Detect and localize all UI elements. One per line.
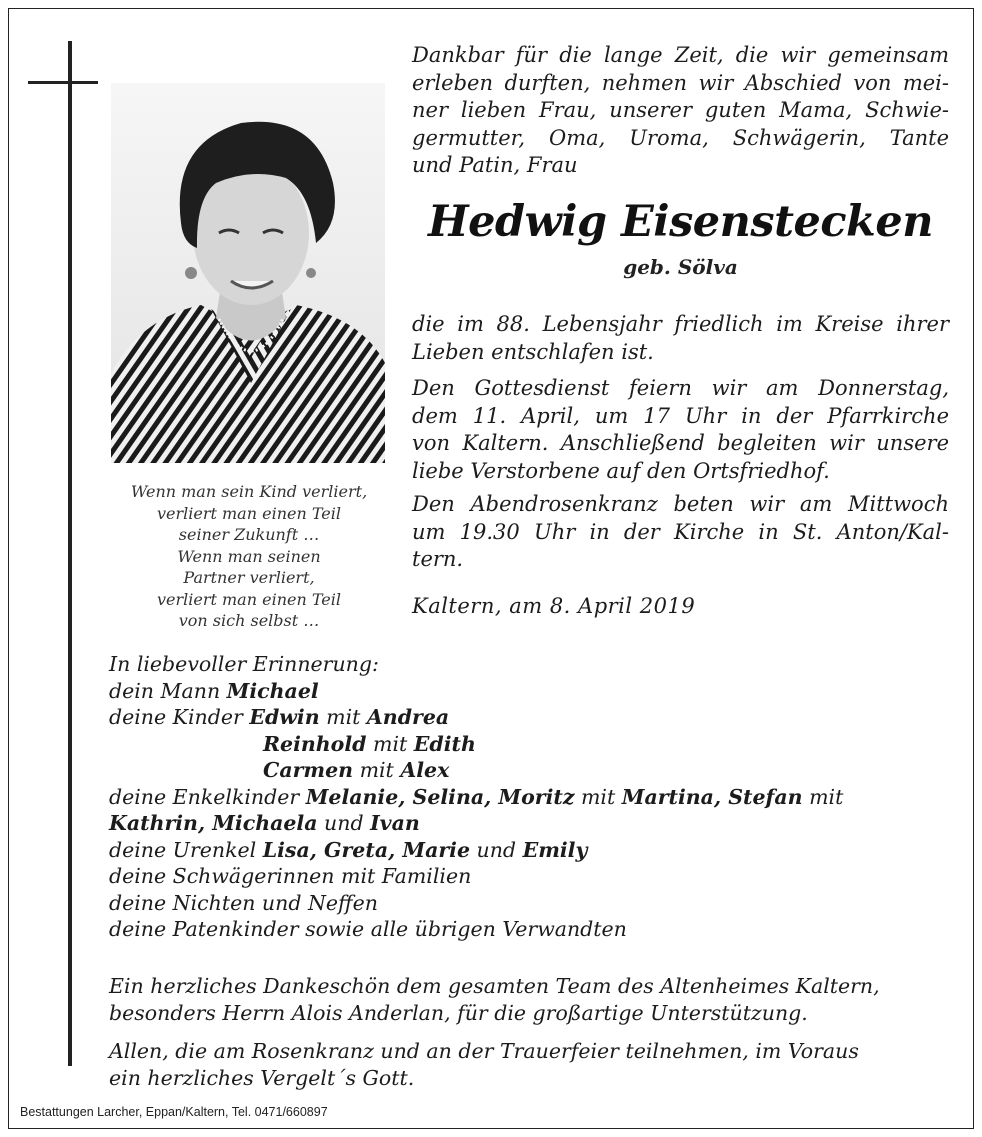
memory-line-nieces-nephews: deine Nichten und Neffen (109, 890, 378, 915)
intro-line: Dankbar für die lange Zeit, die wir gemeinsam (412, 43, 949, 67)
place-date: Kaltern, am 8. April 2019 (412, 594, 696, 618)
memory-line-children: deine Kinder Edwin mit Andrea (109, 705, 450, 729)
intro-line: ner lieben Frau, unserer guten Mama, Schwie- (412, 98, 949, 122)
paragraph-line: um 19.30 Uhr in der Kirche in St. Anton/Kal- (412, 519, 949, 544)
memory-line-sisters-in-law: deine Schwägerinnen mit Familien (109, 864, 472, 888)
paragraph-rosary (412, 491, 949, 574)
intro-line: erleben durften, nehmen wir Abschied von mei- (412, 70, 949, 95)
paragraph-line: tern. (412, 547, 464, 571)
thanks-line: besonders Herrn Alois Anderlan, für die großartige Unterstützung. (109, 1000, 808, 1025)
paragraph-line: liebe Verstorbene auf den Ortsfriedhof. (412, 458, 830, 483)
thanks-line: Allen, die am Rosenkranz und an der Trauerfeier teilnehmen, im Voraus (109, 1039, 859, 1063)
memory-line-grandchildren-cont: Kathrin, Michaela und Ivan (109, 811, 420, 835)
paragraph-service (412, 375, 949, 485)
memory-list (109, 651, 969, 943)
poem-line: Partner verliert, (183, 568, 315, 587)
memory-line-child: Reinhold mit Edith (263, 731, 476, 756)
intro-line: und Patin, Frau (412, 153, 578, 177)
deceased-name: Hedwig Eisenstecken (428, 197, 933, 247)
cross-icon (68, 41, 72, 1066)
memory-line-grandchildren: deine Enkelkinder Melanie, Selina, Moritz mit Martina, Stefan mit (109, 784, 844, 809)
paragraph-line: Den Gottesdienst feiern wir am Donnerstag, (412, 376, 949, 400)
maiden-name: geb. Sölva (623, 255, 738, 279)
thanks-line: Ein herzliches Dankeschön dem gesamten Team des Altenheimes Kaltern, (109, 974, 880, 998)
poem-line: Wenn man sein Kind verliert, (130, 482, 368, 501)
cross-icon-bar (28, 81, 98, 84)
memory-heading: In liebevoller Erinnerung: (109, 652, 379, 676)
portrait-photo (111, 83, 385, 463)
paragraph-line: die im 88. Lebensjahr friedlich im Kreise ihrer (412, 312, 949, 336)
paragraph-line: von Kaltern. Anschließend begleiten wir unsere (412, 431, 949, 455)
poem-line: verliert man einen Teil (156, 589, 341, 609)
intro-line: germutter, Oma, Uroma, Schwägerin, Tante (412, 125, 949, 150)
poem-line: Wenn man seinen (177, 546, 321, 566)
obituary-frame (8, 8, 974, 1129)
paragraph-line: Den Abendrosenkranz beten wir am Mittwoch (412, 492, 949, 516)
thanks-text (109, 973, 954, 1091)
poem-line: verliert man einen Teil (156, 503, 341, 523)
memory-line-child: Carmen mit Alex (263, 758, 450, 782)
funeral-home-footer: Bestattungen Larcher, Eppan/Kaltern, Tel. 0471/660897 (20, 1105, 328, 1119)
thanks-line: ein herzliches Vergelt´s Gott. (109, 1065, 415, 1090)
poem (109, 481, 389, 632)
intro-text (412, 42, 949, 180)
poem-line: seiner Zukunft … (178, 525, 320, 544)
memory-line-godchildren: deine Patenkinder sowie alle übrigen Verwandten (109, 917, 627, 941)
paragraph-passing (412, 311, 949, 366)
poem-line: von sich selbst … (178, 611, 320, 630)
memory-line-great-grandchildren: deine Urenkel Lisa, Greta, Marie und Emily (109, 837, 588, 862)
memory-line-husband: dein Mann Michael (109, 678, 319, 703)
paragraph-line: dem 11. April, um 17 Uhr in der Pfarrkirche (412, 403, 949, 428)
paragraph-line: Lieben entschlafen ist. (412, 339, 654, 364)
